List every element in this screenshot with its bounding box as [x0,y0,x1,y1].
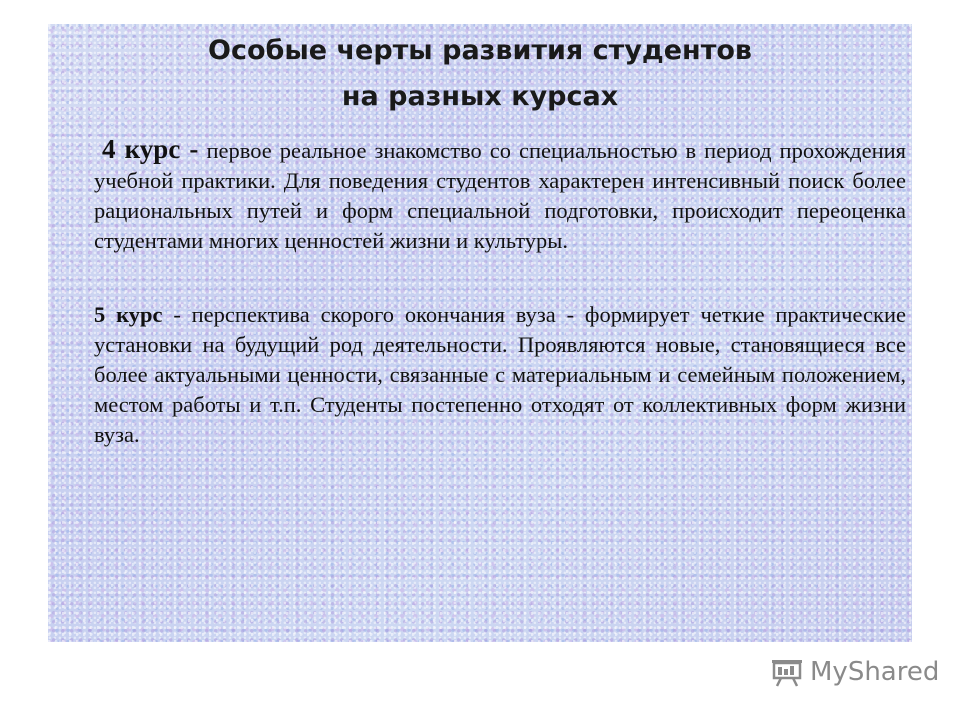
paragraph-course-4-text: первое реальное знакомство со специальностью в период прохождения учебной практики. Для поведения студентов характерен интенсивный поиск более рациональных путей и форм специальной подготовки, происходит переоценка студентами многих ценностей жизни и культуры. [94,138,907,253]
slide-title [48,28,912,120]
paragraph-course-4-lead: 4 курс - [102,134,199,164]
myshared-logo-text: MyShared [810,657,940,687]
projector-screen-icon [770,657,804,687]
paragraph-course-5 [94,300,906,450]
slide-title-line-2: на разных курсах [341,81,619,112]
slide-body [94,134,906,450]
slide-background [48,24,912,642]
paragraph-course-4 [94,134,906,256]
slide-title-line-1: Особые черты развития студентов [208,35,752,66]
paragraph-course-5-lead: 5 курс [94,302,163,327]
paragraph-course-5-text: - перспектива скорого окончания вуза - формирует четкие практические установки на будущий род деятельности. Проявляются новые, становящиеся все более актуальными ценности, связанные с материальным и семейным положением, местом работы и т.п. Студенты постепенно отходят от коллективных форм жизни вуза. [94,302,906,447]
myshared-logo [770,656,939,688]
